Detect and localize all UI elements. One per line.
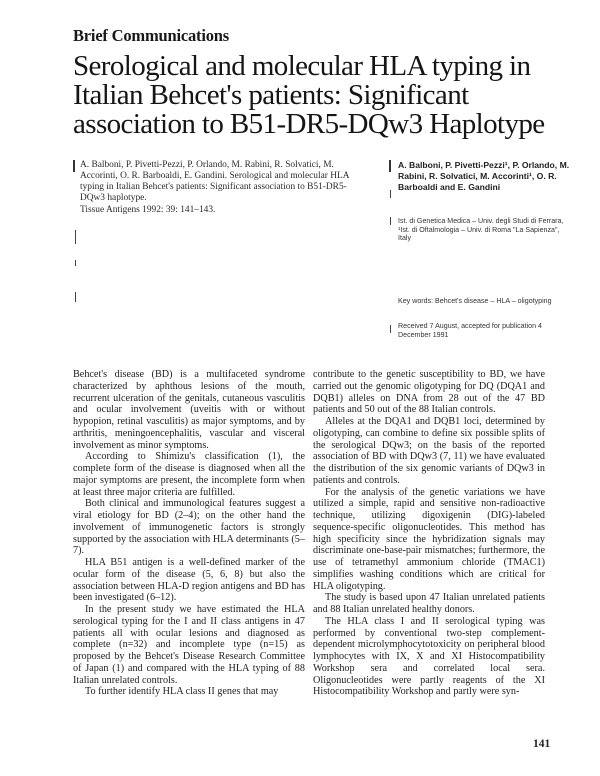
author-list: A. Balboni, P. Pivetti-Pezzi¹, P. Orlando, M. Rabini, R. Solvatici, M. Accorinti¹, O. R. Barboaldi and E. Gandini	[398, 160, 570, 192]
citation-journal: Tissue Antigens 1992: 39: 141–143.	[80, 205, 216, 215]
body-column-right	[313, 369, 545, 698]
paragraph: contribute to the genetic susceptibility to BD, we have carried out the genomic oligotyping for DQ (DQA1 and DQB1) alleles on DNA from 28 out of the 47 BD patients and 50 out of the 88 Italian controls.	[313, 369, 545, 416]
keywords: Key words: Behcet's disease – HLA – oligotyping	[398, 297, 552, 305]
paragraph: Alleles at the DQA1 and DQB1 loci, determined by oligotyping, can combine to define six possible splits of the serological DQw3; on the basis of the reported association of BD with DQw3 (7, 11) we have evaluated the distribution of the six genomic variants of DQw3 in patients and controls.	[313, 416, 545, 486]
margin-tick	[390, 190, 391, 198]
paragraph: To further identify HLA class II genes that may	[85, 686, 279, 698]
paragraph: HLA B51 antigen is a well-defined marker of the ocular form of the disease (5, 6, 8) but also the association between HLA-D region antigens and BD has been investigated (6–12).	[73, 557, 305, 604]
body-column-left	[73, 369, 305, 698]
paragraph: Both clinical and immunological features suggest a viral etiology for BD (2–4); on the other hand the involvement of immunogenetic factors is strongly supported by the association with HLA determinants (5–7).	[73, 498, 305, 557]
title-line: Italian Behcet's patients: Significant	[73, 79, 469, 111]
paragraph: Behcet's disease (BD) is a multifaceted syndrome characterized by aphthous lesions of the mouth, recurrent ulceration of the genitals, cutaneous vasculitis and ocular involvement (uveitis with or without hypopion, retinal vasculitis) as major symptoms, and by arthritis, meningoencephalitis, vascular and visceral involvement as minor symptoms.	[73, 369, 305, 451]
citation-block	[80, 160, 350, 216]
received-date: Received 7 August, accepted for publication 4 December 1991	[398, 322, 542, 339]
margin-tick	[75, 292, 76, 302]
title-line: association to B51-DR5-DQw3 Haplotype	[73, 108, 545, 140]
paragraph: The study is based upon 47 Italian unrelated patients and 88 Italian unrelated healthy donors.	[313, 592, 545, 615]
margin-tick	[390, 325, 391, 333]
affiliation: Ist. di Genetica Medica – Univ. degli Studi di Ferrara, ¹Ist. di Oftalmologia – Univ. di Roma "La Sapienza", Italy	[398, 217, 564, 242]
article-title	[73, 52, 563, 139]
section-label: Brief Communications	[73, 26, 229, 45]
margin-tick	[390, 217, 391, 225]
citation-rule	[73, 160, 75, 172]
authors-rule	[389, 160, 391, 172]
title-line: Serological and molecular HLA typing in	[73, 50, 531, 82]
citation-text: A. Balboni, P. Pivetti-Pezzi, P. Orlando, M. Rabini, R. Solvatici, M. Accorinti, O. R. Barboaldi, E. Gandini. Serological and molecular HLA typing in Italian Behcet's patients: Significant association to B51-DR5-DQw3 haplotype.	[80, 160, 349, 203]
paragraph: In the present study we have estimated the HLA serological typing for the I and II class antigens in 47 patients all with ocular lesions and diagnosed as complete (n=32) and incomplete type (n=15) as proposed by the Behcet's Disease Research Committee of Japan (1) and compared with the HLA typing of 88 Italian unrelated controls.	[73, 604, 305, 686]
page-number: 141	[533, 738, 551, 750]
paragraph: For the analysis of the genetic variations we have utilized a simple, rapid and sensitive non-radioactive technique, utilizing digoxigenin (DIG)-labeled sequence-specific oligonucleotides. This method has high specificity since the hybridization signals may discriminate one-base-pair mismatches; furthermore, the use of tetramethyl ammonium chloride (TMAC1) simplifies washing conditions which are critical for HLA oligotyping.	[313, 486, 545, 592]
margin-tick	[75, 260, 76, 266]
margin-tick	[75, 230, 76, 244]
paragraph: According to Shimizu's classification (1), the complete form of the disease is diagnosed when all the major symptoms are present, the incomplete form when at least three major criteria are fulfilled.	[73, 451, 305, 498]
paragraph: The HLA class I and II serological typing was performed by conventional two-step complement-dependent microlymphocytotoxicity on peripheral blood lymphocytes with IX, X and XI Histocompatibility Workshop sera and correlated local sera. Oligonucleotides were partly reagents of the XI Histocompatibility Workshop and partly were syn-	[313, 615, 545, 698]
